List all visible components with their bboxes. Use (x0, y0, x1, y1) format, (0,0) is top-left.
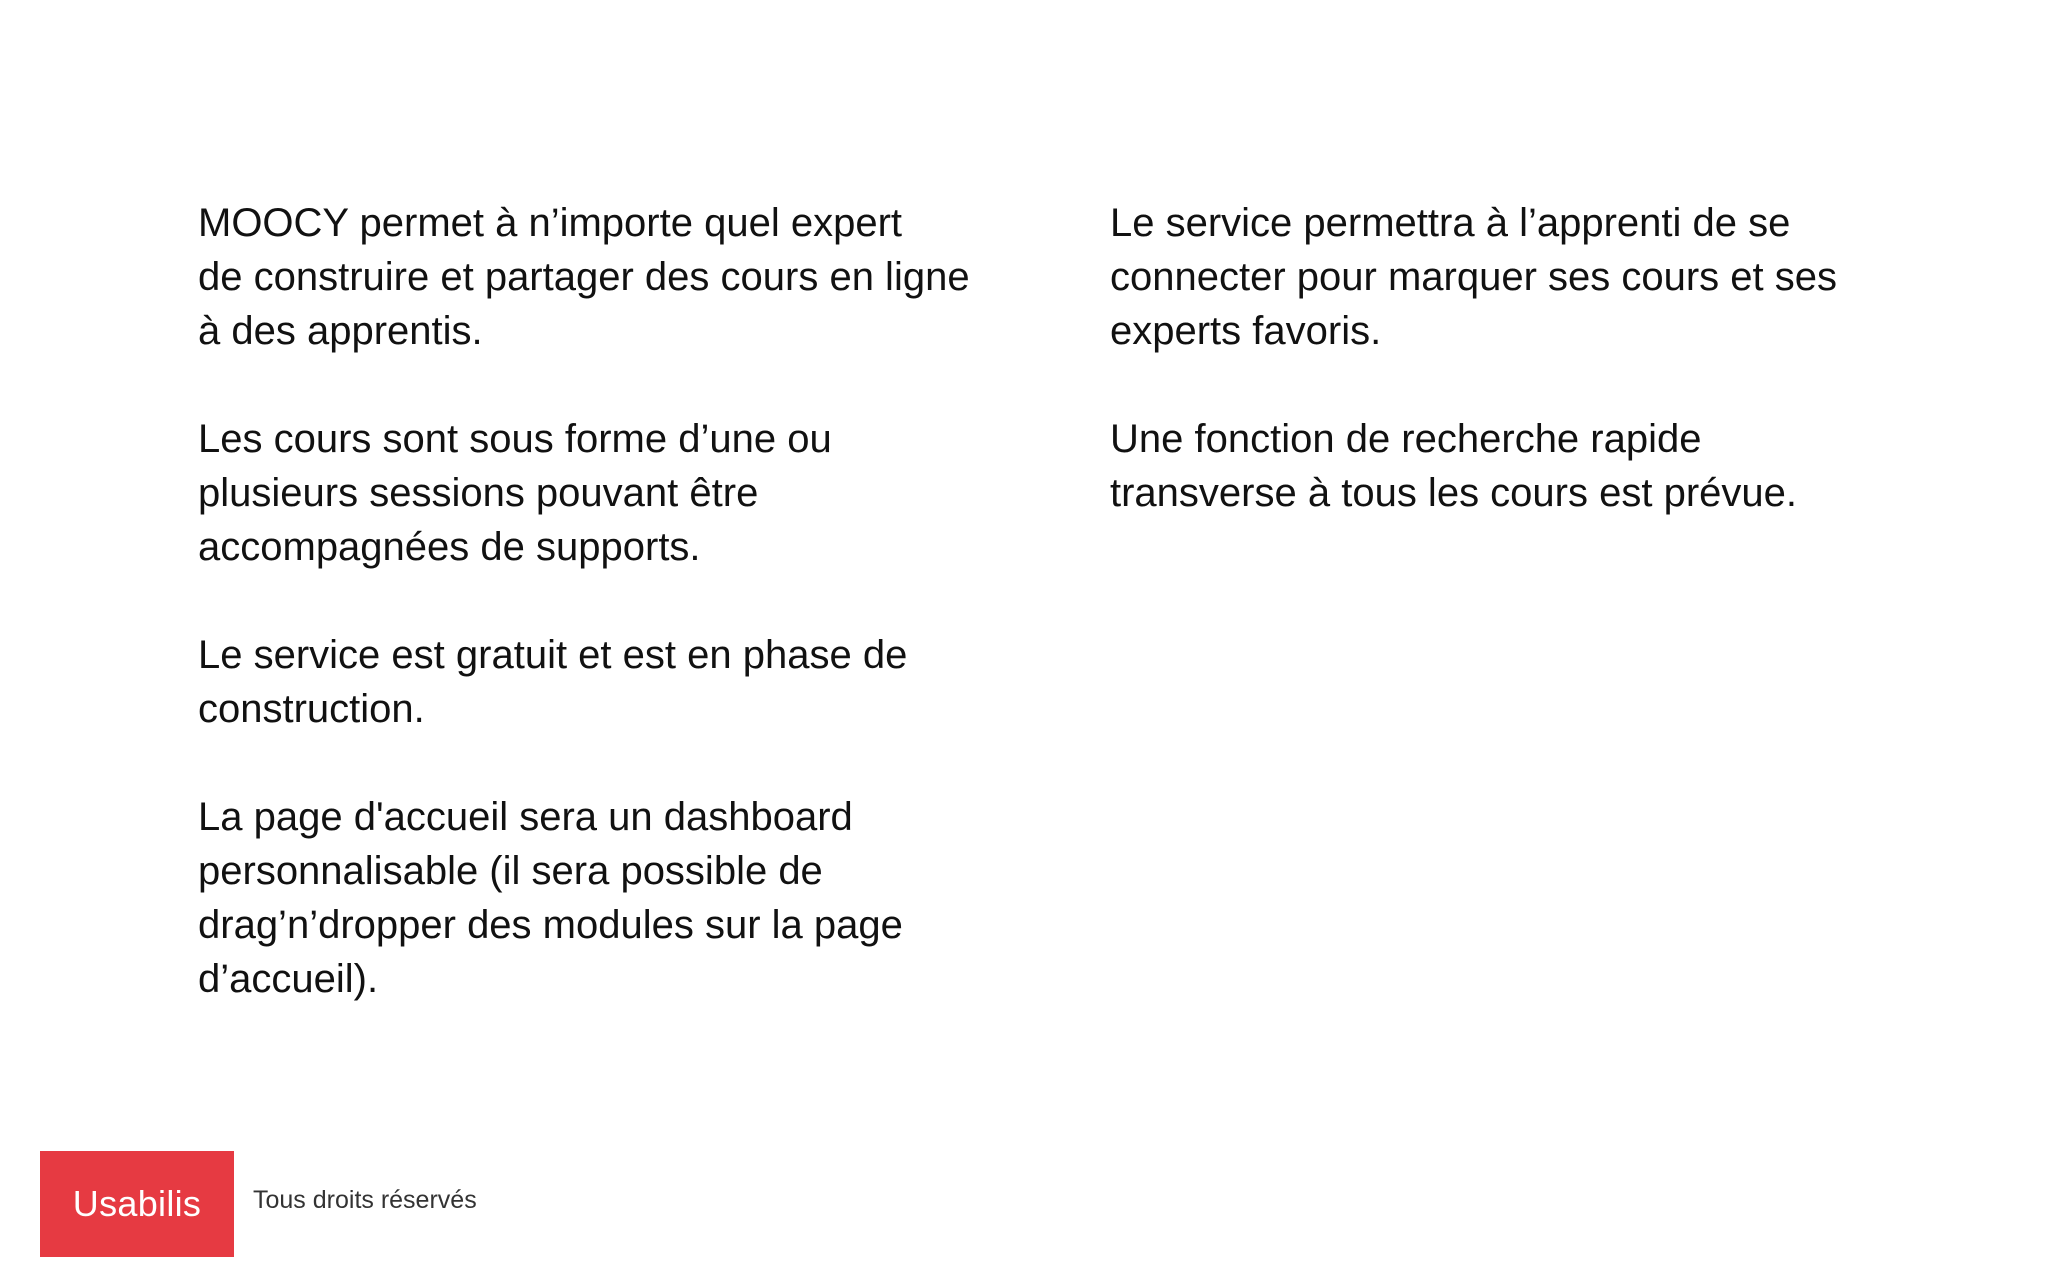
left-text-column (198, 196, 998, 1060)
copyright-text: Tous droits réservés (253, 1186, 477, 1214)
paragraph-homepage: La page d'accueil sera un dashboard personnalisable (il sera possible de drag’n’dropper des modules sur la page d’accueil). (198, 795, 903, 1001)
paragraph-learner-login: Le service permettra à l’apprenti de se connecter pour marquer ses cours et ses experts favoris. (1110, 201, 1838, 353)
paragraph-service: Le service est gratuit et est en phase de construction. (198, 633, 908, 731)
right-text-column (1110, 196, 1930, 574)
paragraph-intro: MOOCY permet à n’importe quel expert de construire et partager des cours en ligne à des apprentis. (198, 201, 970, 353)
usabilis-logo (40, 1151, 234, 1257)
logo-text: Usabilis (72, 1183, 202, 1224)
paragraph-search: Une fonction de recherche rapide transverse à tous les cours est prévue. (1110, 417, 1797, 515)
paragraph-courses: Les cours sont sous forme d’une ou plusieurs sessions pouvant être accompagnées de supports. (198, 417, 832, 569)
